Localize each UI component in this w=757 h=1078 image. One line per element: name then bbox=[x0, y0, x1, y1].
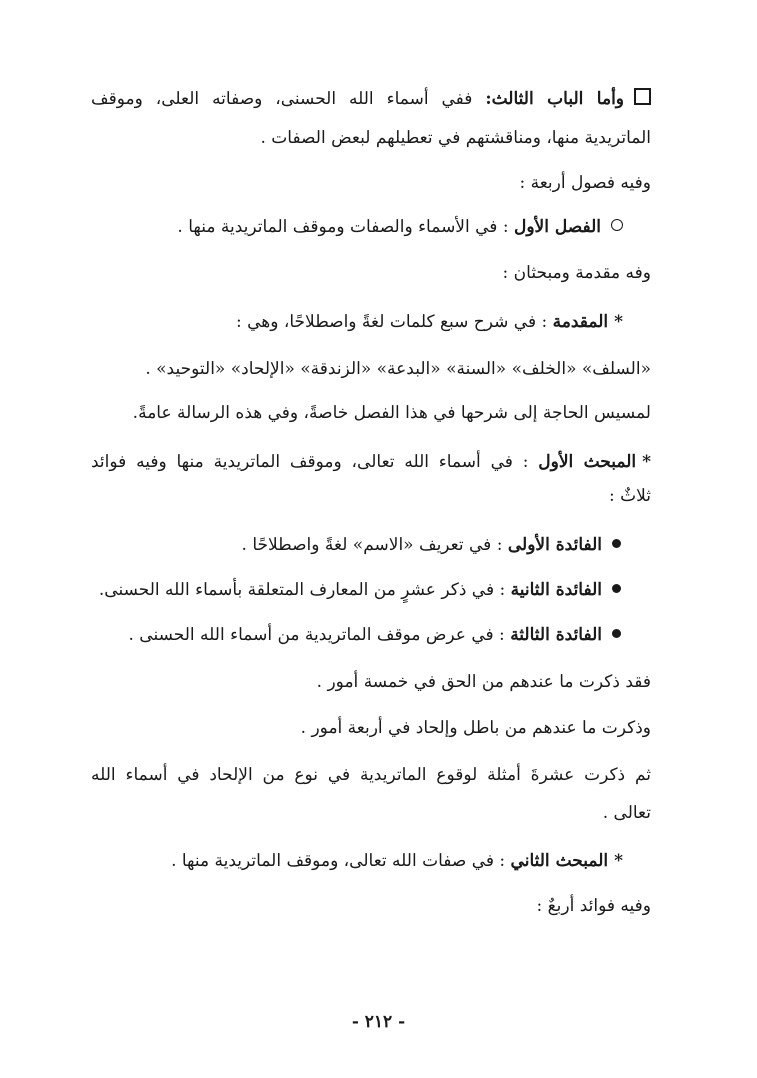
examples-note-continuation: تعالى . bbox=[602, 803, 651, 823]
benefit-item bbox=[61, 622, 621, 648]
second-topic-text: : في صفات الله تعالى، وموقف الماتريدية منها . bbox=[171, 851, 506, 871]
truth-note: فقد ذكرت ما عندهم من الحق في خمسة أمور . bbox=[316, 672, 651, 692]
page-number: - ٢١٢ - bbox=[351, 1012, 406, 1032]
first-chapter-contents: وفه مقدمة ومبحثان : bbox=[502, 263, 651, 283]
first-topic-heading bbox=[91, 449, 651, 475]
star-icon: * bbox=[614, 312, 623, 332]
introduction-heading bbox=[63, 309, 623, 335]
chapter-heading-continuation: الماتريدية منها، ومناقشتهم في تعطيلهم لبعض الصفات . bbox=[260, 128, 651, 148]
chapter-heading-text: ففي أسماء الله الحسنى، وصفاته العلى، وموقف bbox=[91, 89, 473, 109]
chapter-sections-intro: وفيه فصول أربعة : bbox=[519, 173, 651, 193]
chapter-heading-label: وأما الباب الثالث: bbox=[485, 89, 625, 109]
first-chapter-label: الفصل الأول bbox=[513, 217, 601, 237]
introduction-label: المقدمة bbox=[552, 312, 609, 332]
second-topic-heading bbox=[63, 848, 623, 874]
benefit-label: الفائدة الأولى bbox=[507, 535, 602, 555]
benefit-item bbox=[61, 532, 621, 558]
second-topic-label: المبحث الثاني bbox=[510, 851, 609, 871]
benefit-label: الفائدة الثانية bbox=[510, 580, 602, 600]
bullet-icon bbox=[612, 584, 621, 593]
checkbox-icon bbox=[634, 88, 651, 105]
benefit-item bbox=[61, 577, 621, 603]
introduction-text: : في شرح سبع كلمات لغةً واصطلاحًا، وهي : bbox=[236, 312, 548, 332]
benefit-text: : في ذكر عشرٍ من المعارف المتعلقة بأسماء الله الحسنى. bbox=[98, 580, 506, 600]
star-icon: * bbox=[642, 452, 651, 472]
benefit-text: : في عرض موقف الماتريدية من أسماء الله الحسنى . bbox=[128, 625, 505, 645]
first-topic-continuation: ثلاثٌ : bbox=[608, 486, 651, 506]
first-chapter-text: : في الأسماء والصفات وموقف الماتريدية منها . bbox=[177, 217, 509, 237]
benefit-text: : في تعريف «الاسم» لغةً واصطلاحًا . bbox=[241, 535, 508, 555]
bullet-icon bbox=[612, 539, 621, 548]
falsehood-note: وذكرت ما عندهم من باطل وإلحاد في أربعة أمور . bbox=[300, 718, 651, 738]
circle-icon bbox=[611, 219, 623, 231]
chapter-heading bbox=[91, 86, 651, 112]
necessity-note: لمسيس الحاجة إلى شرحها في هذا الفصل خاصةً، وفي هذه الرسالة عامةً. bbox=[132, 403, 651, 423]
star-icon: * bbox=[614, 851, 623, 871]
bullet-icon bbox=[612, 629, 621, 638]
seven-words-list: «السلف» «الخلف» «السنة» «البدعة» «الزندقة» «الإلحاد» «التوحيد» . bbox=[145, 359, 651, 379]
examples-note: ثم ذكرت عشرةَ أمثلة لوقوع الماتريدية في نوع من الإلحاد في أسماء الله bbox=[91, 765, 651, 785]
first-chapter-heading bbox=[63, 214, 623, 240]
first-topic-text: : في أسماء الله تعالى، وموقف الماتريدية منها وفيه فوائد bbox=[91, 452, 529, 472]
second-topic-contents: وفيه فوائد أربعٌ : bbox=[536, 896, 651, 916]
benefit-label: الفائدة الثالثة bbox=[510, 625, 602, 645]
first-topic-label: المبحث الأول bbox=[538, 452, 637, 472]
